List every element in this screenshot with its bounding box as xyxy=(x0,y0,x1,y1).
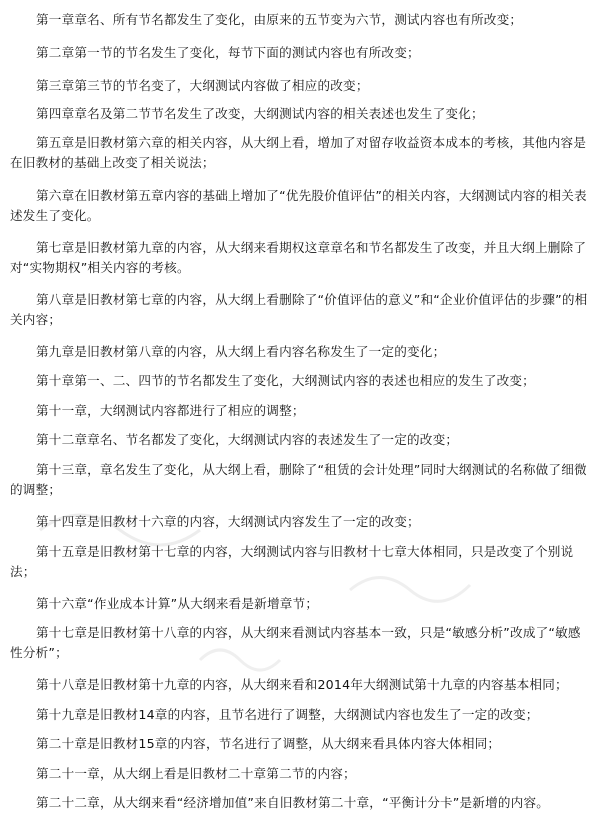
paragraph-ch6: 第六章在旧教材第五章内容的基础上增加了“优先股价值评估”的相关内容，大纲测试内容的相关表述发生了变化。 xyxy=(10,188,587,223)
paragraph-ch2: 第二章第一节的节名发生了变化，每节下面的测试内容也有所改变； xyxy=(36,45,420,60)
paragraph-ch11: 第十一章，大纲测试内容都进行了相应的调整； xyxy=(36,403,305,418)
paragraph-ch8: 第八章是旧教材第七章的内容，从大纲上看删除了“价值评估的意义”和“企业价值评估的步骤”的相关内容； xyxy=(10,292,588,327)
paragraph-ch3: 第三章第三节的节名变了，大纲测试内容做了相应的改变； xyxy=(36,78,369,93)
paragraph-ch20: 第二十章是旧教材15章的内容，节名进行了调整，从大纲来看具体内容大体相同； xyxy=(36,736,501,751)
paragraph-ch13: 第十三章，章名发生了变化，从大纲上看，删除了“租赁的会计处理”同时大纲测试的名称做了细微的调整； xyxy=(10,462,587,497)
paragraph-ch5: 第五章是旧教材第六章的相关内容，从大纲上看，增加了对留存收益资本成本的考核，其他内容是在旧教材的基础上改变了相关说法； xyxy=(10,135,587,170)
paragraph-ch1: 第一章章名、所有节名都发生了变化，由原来的五节变为六节，测试内容也有所改变； xyxy=(36,12,523,27)
paragraph-ch10: 第十章第一、二、四节的节名都发生了变化，大纲测试内容的表述也相应的发生了改变； xyxy=(36,373,535,388)
paragraph-ch12: 第十二章章名、节名都发了变化，大纲测试内容的表述发生了一定的改变； xyxy=(36,432,459,447)
paragraph-ch14: 第十四章是旧教材十六章的内容，大纲测试内容发生了一定的改变； xyxy=(36,514,420,529)
paragraph-ch22: 第二十二章，从大纲来看“经济增加值”来自旧教材第二十章，“平衡计分卡”是新增的内容。 xyxy=(36,795,550,810)
paragraph-ch18: 第十八章是旧教材第十九章的内容，从大纲来看和2014年大纲测试第十九章的内容基本相同； xyxy=(36,677,568,692)
paragraph-ch17: 第十七章是旧教材第十八章的内容，从大纲来看测试内容基本一致，只是“敏感分析”改成了“敏感性分析”； xyxy=(10,625,581,660)
paragraph-ch9: 第九章是旧教材第八章的内容，从大纲上看内容名称发生了一定的变化； xyxy=(36,344,446,359)
paragraph-ch7: 第七章是旧教材第九章的内容，从大纲来看期权这章章名和节名都发生了改变，并且大纲上删除了对“实物期权”相关内容的考核。 xyxy=(10,240,587,275)
paragraph-ch4: 第四章章名及第二节节名发生了改变，大纲测试内容的相关表述也发生了变化； xyxy=(36,106,484,121)
paragraph-ch19: 第十九章是旧教材14章的内容，且节名进行了调整，大纲测试内容也发生了一定的改变； xyxy=(36,707,539,722)
paragraph-ch16: 第十六章“作业成本计算”从大纲来看是新增章节； xyxy=(36,596,319,611)
paragraph-ch15: 第十五章是旧教材第十七章的内容，大纲测试内容与旧教材十七章大体相同，只是改变了个别说法； xyxy=(10,544,574,579)
paragraph-ch21: 第二十一章，从大纲上看是旧教材二十章第二节的内容； xyxy=(36,766,356,781)
